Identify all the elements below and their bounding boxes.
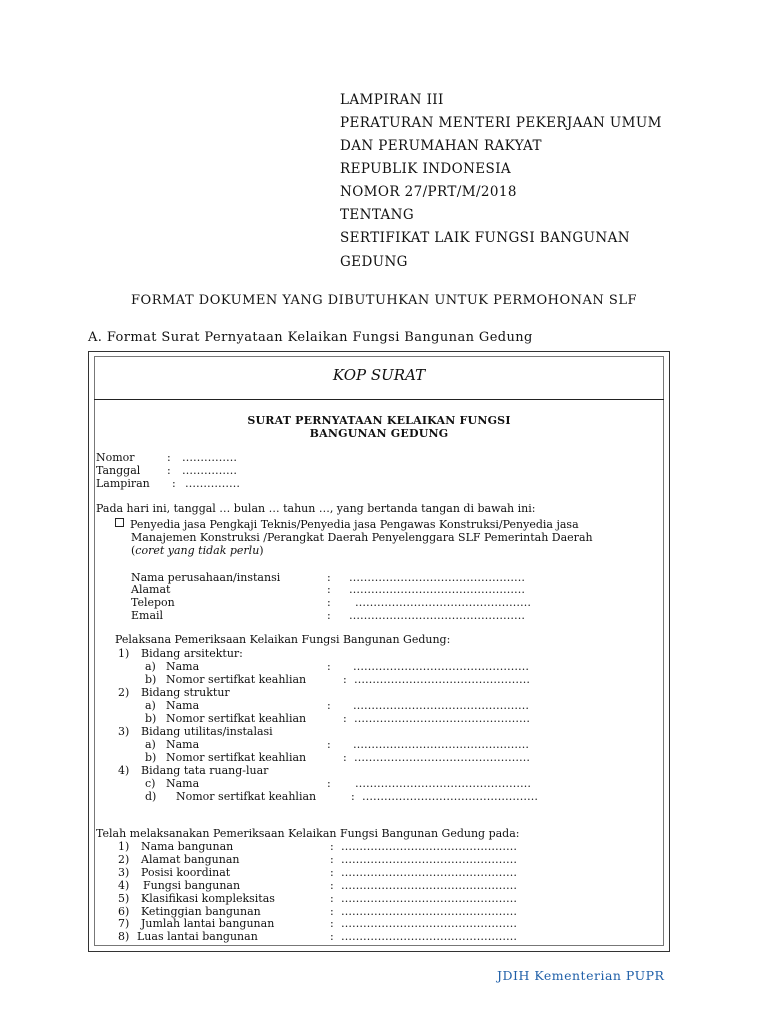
company-field-value: …………………………………………: [355, 596, 531, 609]
intro-text: Pada hari ini, tanggal … bulan … tahun …, yang bertanda tangan di bawah ini:: [96, 502, 536, 515]
sertifikat-colon: :: [343, 751, 347, 764]
lampiran-colon: :: [172, 477, 176, 490]
company-field-label: Nama perusahaan/instansi: [131, 571, 281, 584]
building-value: …………………………………………: [341, 905, 517, 918]
nomor-label: Nomor: [96, 451, 135, 464]
company-field-colon: :: [327, 571, 331, 584]
sertifikat-value: …………………………………………: [354, 751, 530, 764]
sertifikat-label: Nomor sertifkat keahlian: [166, 712, 307, 725]
sertifikat-value: …………………………………………: [354, 712, 530, 725]
bidang-num: 3): [118, 725, 130, 738]
company-field-value: …………………………………………: [349, 571, 525, 584]
sertifikat-value: …………………………………………: [354, 673, 530, 686]
building-colon: :: [330, 840, 334, 853]
company-field-colon: :: [327, 583, 331, 596]
option-note: (coret yang tidak perlu): [131, 544, 264, 557]
sertifikat-colon: :: [343, 673, 347, 686]
header-line-7: SERTIFIKAT LAIK FUNGSI BANGUNAN: [340, 230, 630, 246]
sertifikat-value: …………………………………………: [362, 790, 538, 803]
nama-colon: :: [327, 699, 331, 712]
sertifikat-colon: :: [351, 790, 355, 803]
building-num: 4): [118, 879, 130, 892]
sertifikat-colon: :: [343, 712, 347, 725]
nama-label: Nama: [166, 660, 200, 673]
building-label: Posisi koordinat: [141, 866, 231, 879]
checkbox-icon[interactable]: [115, 518, 124, 527]
building-colon: :: [330, 879, 334, 892]
option-text-1: Penyedia jasa Pengkaji Teknis/Penyedia jasa Pengawas Konstruksi/Penyedia jasa: [130, 518, 579, 531]
company-field-value: …………………………………………: [349, 609, 525, 622]
nama-label: Nama: [166, 699, 200, 712]
kop-divider: [94, 399, 664, 400]
nama-colon: :: [327, 660, 331, 673]
building-num: 8): [118, 930, 130, 943]
nama-colon: :: [327, 777, 331, 790]
sertifikat-label: Nomor sertifkat keahlian: [166, 673, 307, 686]
building-label: Luas lantai bangunan: [137, 930, 258, 943]
document-title: FORMAT DOKUMEN YANG DIBUTUHKAN UNTUK PERMOHONAN SLF: [131, 293, 637, 308]
bidang-sub-b: b): [145, 751, 157, 764]
building-num: 6): [118, 905, 130, 918]
nama-value: …………………………………………: [355, 777, 531, 790]
form-title-line-1: SURAT PERNYATAAN KELAIKAN FUNGSI: [247, 414, 511, 427]
tanggal-value: ……………: [182, 464, 237, 477]
bidang-num: 2): [118, 686, 130, 699]
company-field-label: Telepon: [131, 596, 175, 609]
nama-value: …………………………………………: [353, 699, 529, 712]
building-value: …………………………………………: [341, 840, 517, 853]
telah-heading: Telah melaksanakan Pemeriksaan Kelaikan Fungsi Bangunan Gedung pada:: [96, 827, 520, 840]
bidang-num: 1): [118, 647, 130, 660]
building-label: Jumlah lantai bangunan: [141, 917, 275, 930]
pelaksana-heading: Pelaksana Pemeriksaan Kelaikan Fungsi Bangunan Gedung:: [115, 633, 451, 646]
header-line-8: GEDUNG: [340, 254, 408, 270]
bidang-sub-a: a): [145, 738, 156, 751]
header-line-3: DAN PERUMAHAN RAKYAT: [340, 138, 542, 154]
building-value: …………………………………………: [341, 892, 517, 905]
bidang-sub-b: d): [145, 790, 157, 803]
building-colon: :: [330, 866, 334, 879]
building-label: Nama bangunan: [141, 840, 234, 853]
company-field-label: Alamat: [131, 583, 171, 596]
bidang-label: Bidang arsitektur:: [141, 647, 243, 660]
building-colon: :: [330, 905, 334, 918]
building-colon: :: [330, 853, 334, 866]
tanggal-colon: :: [167, 464, 171, 477]
company-field-label: Email: [131, 609, 164, 622]
building-num: 3): [118, 866, 130, 879]
building-label: Alamat bangunan: [141, 853, 240, 866]
nama-value: …………………………………………: [353, 738, 529, 751]
nama-colon: :: [327, 738, 331, 751]
nomor-value: ……………: [182, 451, 237, 464]
section-a-heading: A. Format Surat Pernyataan Kelaikan Fungsi Bangunan Gedung: [88, 330, 533, 345]
company-field-value: …………………………………………: [349, 583, 525, 596]
building-num: 2): [118, 853, 130, 866]
company-field-colon: :: [327, 609, 331, 622]
building-colon: :: [330, 917, 334, 930]
nama-label: Nama: [166, 738, 200, 751]
sertifikat-label: Nomor sertifkat keahlian: [166, 751, 307, 764]
bidang-label: Bidang tata ruang-luar: [141, 764, 269, 777]
building-value: …………………………………………: [341, 866, 517, 879]
lampiran-label: Lampiran: [96, 477, 150, 490]
header-line-2: PERATURAN MENTERI PEKERJAAN UMUM: [340, 115, 662, 131]
sertifikat-label: Nomor sertifkat keahlian: [176, 790, 317, 803]
header-line-4: REPUBLIK INDONESIA: [340, 161, 512, 177]
kop-surat: KOP SURAT: [332, 366, 426, 384]
building-num: 7): [118, 917, 130, 930]
building-label: Ketinggian bangunan: [141, 905, 261, 918]
form-title-line-2: BANGUNAN GEDUNG: [309, 427, 449, 440]
bidang-label: Bidang utilitas/instalasi: [141, 725, 273, 738]
bidang-sub-a: a): [145, 699, 156, 712]
building-num: 1): [118, 840, 130, 853]
option-line-2: Manajemen Konstruksi /Perangkat Daerah Penyelenggara SLF Pemerintah Daerah: [131, 531, 593, 544]
tanggal-label: Tanggal: [96, 464, 141, 477]
building-value: …………………………………………: [341, 879, 517, 892]
building-colon: :: [330, 892, 334, 905]
bidang-sub-a: c): [145, 777, 156, 790]
bidang-sub-b: b): [145, 673, 157, 686]
lampiran-value: ……………: [185, 477, 240, 490]
company-field-colon: :: [327, 596, 331, 609]
footer-jdih: JDIH Kementerian PUPR: [497, 968, 665, 983]
bidang-sub-b: b): [145, 712, 157, 725]
building-value: …………………………………………: [341, 930, 517, 943]
building-colon: :: [330, 930, 334, 943]
building-value: …………………………………………: [341, 917, 517, 930]
building-label: Fungsi bangunan: [143, 879, 241, 892]
building-value: …………………………………………: [341, 853, 517, 866]
building-label: Klasifikasi kompleksitas: [141, 892, 275, 905]
nomor-colon: :: [167, 451, 171, 464]
header-line-5: NOMOR 27/PRT/M/2018: [340, 184, 517, 200]
header-line-1: LAMPIRAN III: [340, 92, 444, 108]
building-num: 5): [118, 892, 130, 905]
bidang-num: 4): [118, 764, 130, 777]
nama-value: …………………………………………: [353, 660, 529, 673]
option-line-1: [115, 518, 579, 531]
bidang-sub-a: a): [145, 660, 156, 673]
bidang-label: Bidang struktur: [141, 686, 230, 699]
header-line-6: TENTANG: [340, 207, 415, 223]
nama-label: Nama: [166, 777, 200, 790]
